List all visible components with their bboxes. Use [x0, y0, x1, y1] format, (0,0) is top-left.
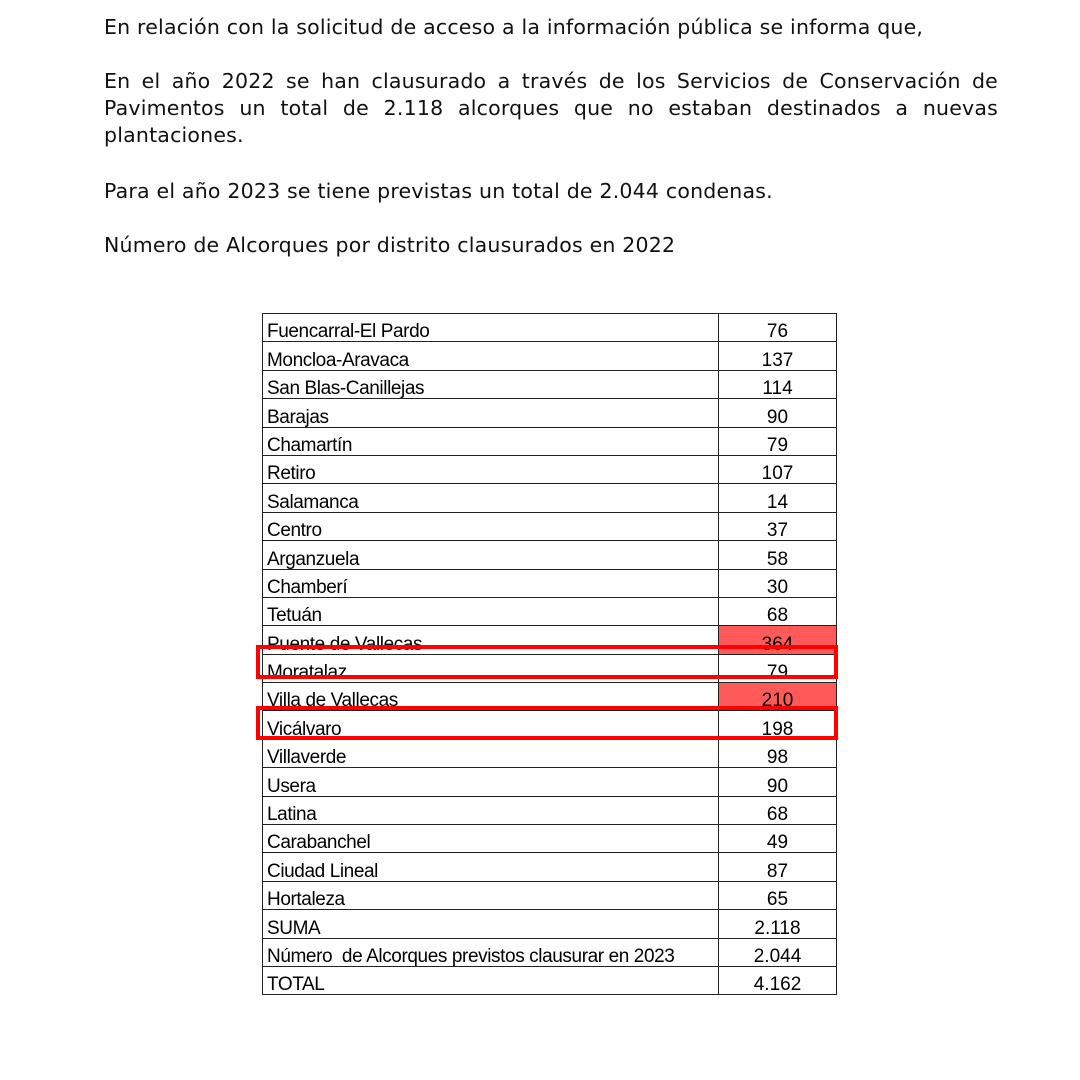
- district-count: 98: [719, 739, 837, 767]
- highlighted-district-count: 210: [719, 683, 837, 711]
- district-count: 107: [719, 455, 837, 483]
- highlighted-table-row: [263, 626, 837, 654]
- district-count: 14: [719, 484, 837, 512]
- highlighted-table-row: [263, 683, 837, 711]
- table-row: [263, 711, 837, 739]
- district-name: Ciudad Lineal: [263, 853, 719, 881]
- forecast-label: Número de Alcorques previstos clausurar en 2023: [263, 938, 719, 966]
- district-name: Chamberí: [263, 569, 719, 597]
- district-name: San Blas-Canillejas: [263, 370, 719, 398]
- table-row: [263, 455, 837, 483]
- intro-paragraph: En relación con la solicitud de acceso a la información pública se informa que,: [104, 15, 924, 39]
- table-row: [263, 541, 837, 569]
- table-row: [263, 768, 837, 796]
- forecast-2023-paragraph: Para el año 2023 se tiene previstas un total de 2.044 condenas.: [104, 179, 773, 203]
- district-name: Villa de Vallecas: [263, 683, 719, 711]
- table-row: [263, 399, 837, 427]
- district-name: Tetuán: [263, 597, 719, 625]
- total-row: [263, 966, 837, 994]
- forecast-value: 2.044: [719, 938, 837, 966]
- table-row: [263, 853, 837, 881]
- district-count: 37: [719, 512, 837, 540]
- district-name: Hortaleza: [263, 881, 719, 909]
- district-name: Vicálvaro: [263, 711, 719, 739]
- district-name: Salamanca: [263, 484, 719, 512]
- district-count: 49: [719, 825, 837, 853]
- district-name: Barajas: [263, 399, 719, 427]
- total-value: 4.162: [719, 966, 837, 994]
- district-name: Moratalaz: [263, 654, 719, 682]
- table-row: [263, 314, 837, 342]
- district-name: Latina: [263, 796, 719, 824]
- highlighted-district-count: 364: [719, 626, 837, 654]
- sum-row: [263, 910, 837, 938]
- table-row: [263, 370, 837, 398]
- district-count: 68: [719, 597, 837, 625]
- sum-label: SUMA: [263, 910, 719, 938]
- district-name: Moncloa-Aravaca: [263, 342, 719, 370]
- district-name: Carabanchel: [263, 825, 719, 853]
- districts-table: [262, 313, 837, 995]
- sum-value: 2.118: [719, 910, 837, 938]
- table-row: [263, 796, 837, 824]
- district-count: 65: [719, 881, 837, 909]
- closures-2022-paragraph: En el año 2022 se han clausurado a través de los Servicios de Conservación de Pavimentos un total de 2.118 alcorques que no estaban destinados a nuevas plantaciones.: [104, 69, 998, 147]
- table-row: [263, 512, 837, 540]
- district-count: 79: [719, 654, 837, 682]
- district-count: 87: [719, 853, 837, 881]
- district-count: 58: [719, 541, 837, 569]
- forecast-row: [263, 938, 837, 966]
- district-name: Retiro: [263, 455, 719, 483]
- table-heading: Número de Alcorques por distrito clausurados en 2022: [104, 233, 676, 257]
- table-row: [263, 739, 837, 767]
- district-count: 79: [719, 427, 837, 455]
- table-row: [263, 881, 837, 909]
- district-count: 90: [719, 399, 837, 427]
- district-count: 30: [719, 569, 837, 597]
- district-name: Arganzuela: [263, 541, 719, 569]
- district-count: 76: [719, 314, 837, 342]
- table-row: [263, 825, 837, 853]
- table-row: [263, 597, 837, 625]
- district-count: 198: [719, 711, 837, 739]
- table-row: [263, 569, 837, 597]
- district-name: Usera: [263, 768, 719, 796]
- district-count: 90: [719, 768, 837, 796]
- table-row: [263, 342, 837, 370]
- total-label: TOTAL: [263, 966, 719, 994]
- district-name: Puente de Vallecas: [263, 626, 719, 654]
- district-name: Fuencarral-El Pardo: [263, 314, 719, 342]
- table-row: [263, 427, 837, 455]
- district-name: Villaverde: [263, 739, 719, 767]
- district-count: 68: [719, 796, 837, 824]
- district-count: 114: [719, 370, 837, 398]
- table-row: [263, 654, 837, 682]
- district-name: Centro: [263, 512, 719, 540]
- table-row: [263, 484, 837, 512]
- district-name: Chamartín: [263, 427, 719, 455]
- district-count: 137: [719, 342, 837, 370]
